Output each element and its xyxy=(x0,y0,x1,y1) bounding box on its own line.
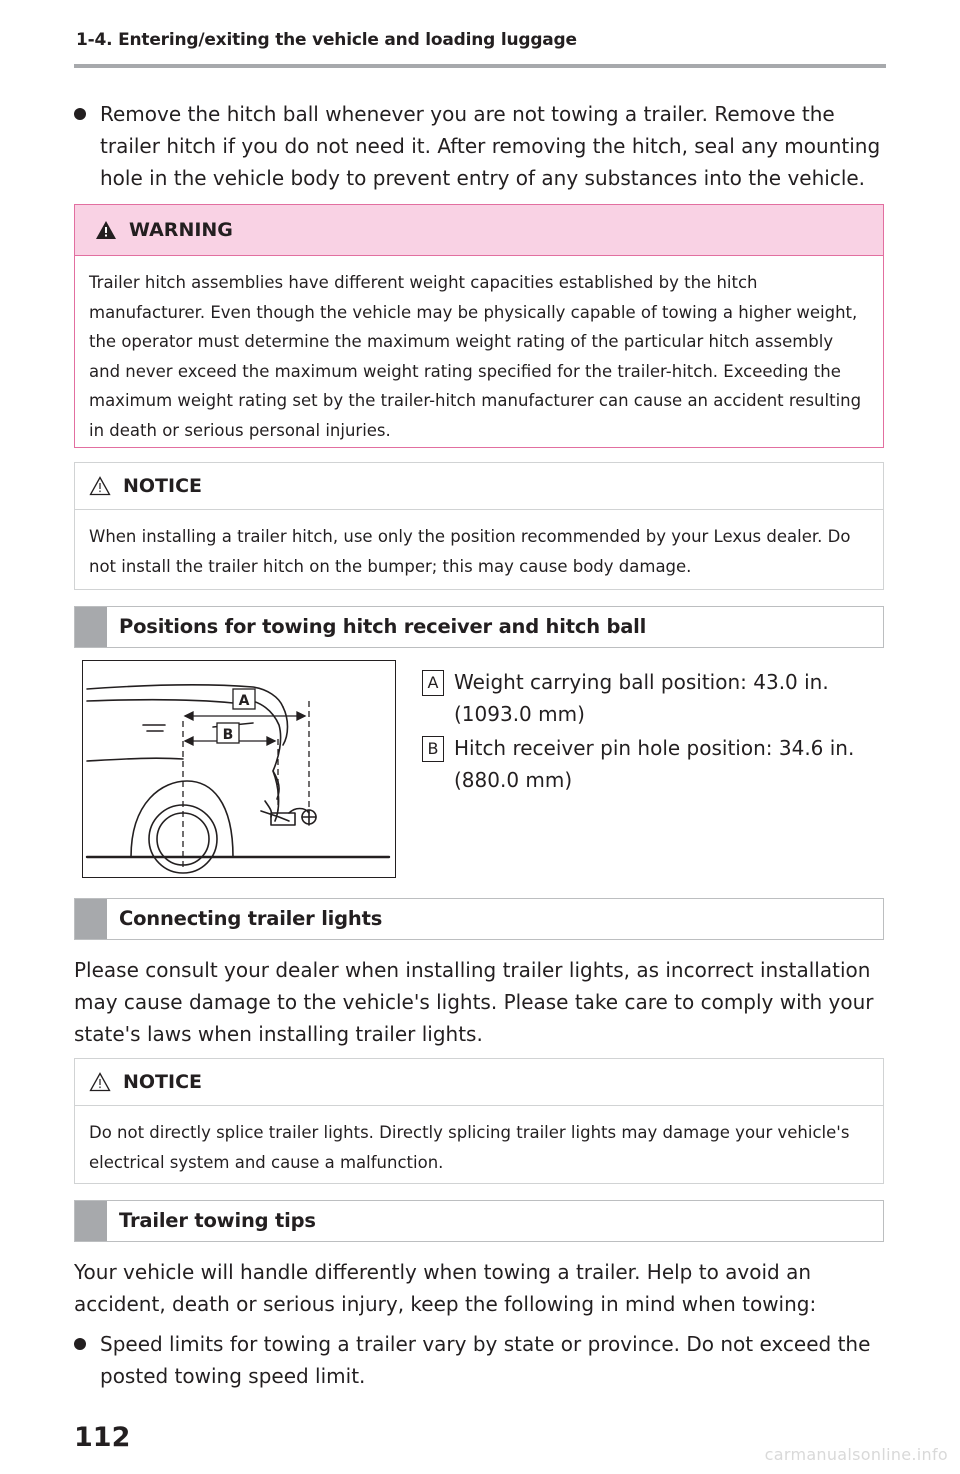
notice-body: Do not directly splice trailer lights. Directly splicing trailer lights may damage your vehicle's electrical system and cause a malfunction. xyxy=(89,1123,850,1172)
legend-key-b: B xyxy=(422,736,444,762)
notice-title: NOTICE xyxy=(123,1071,203,1093)
bullet-text: Speed limits for towing a trailer vary by state or province. Do not exceed the posted towing speed limit. xyxy=(100,1332,871,1388)
notice-title: NOTICE xyxy=(123,475,203,497)
bullet-speed-limits xyxy=(74,1328,886,1392)
section-heading-trailer-lights xyxy=(74,898,884,940)
notice-box-splice xyxy=(74,1058,884,1184)
warning-title: WARNING xyxy=(129,219,233,241)
warning-triangle-icon xyxy=(95,220,117,240)
legend-key-a: A xyxy=(422,670,444,696)
section-title: Positions for towing hitch receiver and hitch ball xyxy=(119,615,647,638)
notice-box-hitch xyxy=(74,462,884,590)
section-heading-hitch-positions xyxy=(74,606,884,648)
notice-body: When installing a trailer hitch, use only the position recommended by your Lexus dealer. Do not install the trailer hitch on the bumper; this may cause body damage. xyxy=(89,527,851,576)
hitch-position-illustration xyxy=(82,660,396,878)
notice-triangle-icon xyxy=(89,1072,111,1092)
bullet-dot xyxy=(74,1338,86,1350)
section-bar xyxy=(75,607,107,647)
notice-triangle-icon xyxy=(89,476,111,496)
warning-body: Trailer hitch assemblies have different weight capacities established by the hitch manufacturer. Even though the vehicle may be physically capable of towing a higher weight, the operator must determine the maximum weight rating of the particular hitch assembly and never exceed the maximum weight rating specified for the trailer-hitch. Exceeding the maximum weight rating set by the trailer-hitch manufacturer can cause an accident resulting in death or serious personal injuries. xyxy=(89,273,862,440)
warning-box xyxy=(74,204,884,448)
bullet-text: Remove the hitch ball whenever you are not towing a trailer. Remove the trailer hitch if you do not need it. After removing the hitch, seal any mounting hole in the vehicle body to prevent entry of any substances into the vehicle. xyxy=(100,102,881,190)
vehicle-rear-drawing xyxy=(83,661,395,877)
notice-header xyxy=(75,1059,883,1106)
notice-header xyxy=(75,463,883,510)
section-heading-towing-tips xyxy=(74,1200,884,1242)
callout-label-a: A xyxy=(238,693,250,709)
warning-header xyxy=(75,205,883,256)
section-title: Trailer towing tips xyxy=(119,1209,316,1232)
callout-label-b: B xyxy=(222,727,234,743)
watermark: carmanualsonline.info xyxy=(764,1445,948,1464)
section-bar xyxy=(75,899,107,939)
bullet-remove-hitch xyxy=(74,98,886,194)
header-rule xyxy=(74,64,886,68)
section-header: 1-4. Entering/exiting the vehicle and loading luggage xyxy=(76,30,577,50)
page-number: 112 xyxy=(74,1422,131,1453)
section-bar xyxy=(75,1201,107,1241)
legend-text-a: Weight carrying ball position: 43.0 in. (1093.0 mm) xyxy=(454,670,829,726)
paragraph-trailer-lights: Please consult your dealer when installing trailer lights, as incorrect installation may cause damage to the vehicle's lights. Please take care to comply with your state's laws when installing trailer lights. xyxy=(74,958,874,1046)
legend-item-a xyxy=(422,666,862,730)
section-title: Connecting trailer lights xyxy=(119,907,383,930)
bullet-dot xyxy=(74,108,86,120)
legend-text-b: Hitch receiver pin hole position: 34.6 in. (880.0 mm) xyxy=(454,736,855,792)
paragraph-towing-tips: Your vehicle will handle differently when towing a trailer. Help to avoid an accident, death or serious injury, keep the following in mind when towing: xyxy=(74,1260,817,1316)
legend-item-b xyxy=(422,732,862,796)
